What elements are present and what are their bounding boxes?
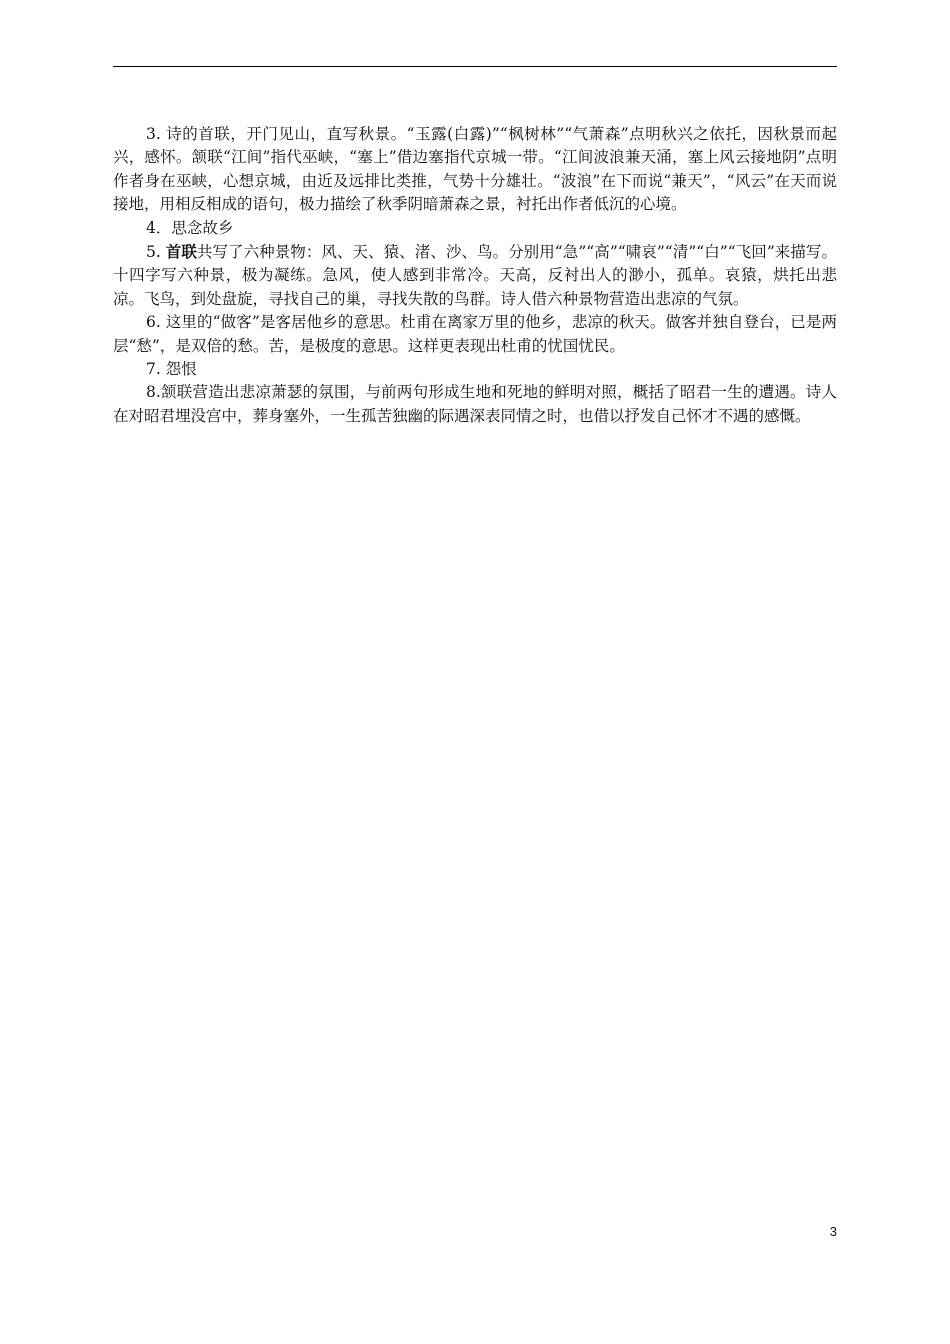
paragraph-text: 共写了六种景物：风、天、猿、渚、沙、鸟。分别用“急”“高”“啸哀”“清”“白”“飞回”来描写。十四字写六种景，极为凝练。急风，使人感到非常冷。天高，反衬出人的渺小，孤单。哀猿，烘托出悲凉。飞鸟，到处盘旋，寻找自己的巢，寻找失散的鸟群。诗人借六种景物营造出悲凉的气氛。 [113,243,837,308]
paragraph-text: 7. 怨恨 [146,360,197,379]
answer-paragraph-7 [113,358,837,381]
paragraph-number: 5. [146,243,166,262]
answer-paragraph-3 [113,123,837,217]
paragraph-text: 3. 诗的首联，开门见山，直写秋景。“玉露(白露)”“枫树林”“气萧森”点明秋兴之依托，因秋景而起兴，感怀。颔联“江间”指代巫峡，“塞上”借边塞指代京城一带。“江间波浪兼天涌，塞上风云接地阴”点明作者身在巫峡，心想京城，由近及远排比类推，气势十分雄壮。“波浪”在下而说“兼天”，“风云”在天而说接地，用相反相成的语句，极力描绘了秋季阴暗萧森之景，衬托出作者低沉的心境。 [113,125,837,214]
header-rule [113,66,837,67]
emphasis-term: 首联 [165,242,197,262]
answer-paragraph-5 [113,240,837,311]
answer-paragraph-4 [113,217,837,240]
answer-section [113,123,837,428]
page-number: 3 [829,1224,837,1239]
paragraph-text: 6. 这里的“做客”是客居他乡的意思。杜甫在离家万里的他乡，悲凉的秋天。做客并独自登台，已是两层“愁”，是双倍的愁。苦，是极度的意思。这样更表现出杜甫的忧国忧民。 [113,313,837,355]
paragraph-text: 4．思念故乡 [146,218,234,237]
paragraph-text: 8.颔联营造出悲凉萧瑟的氛围，与前两句形成生地和死地的鲜明对照，概括了昭君一生的遭遇。诗人在对昭君埋没宫中，葬身塞外，一生孤苦独幽的际遇深表同情之时，也借以抒发自己怀才不遇的感慨。 [113,383,837,425]
answer-paragraph-6 [113,311,837,358]
answer-paragraph-8 [113,381,837,428]
